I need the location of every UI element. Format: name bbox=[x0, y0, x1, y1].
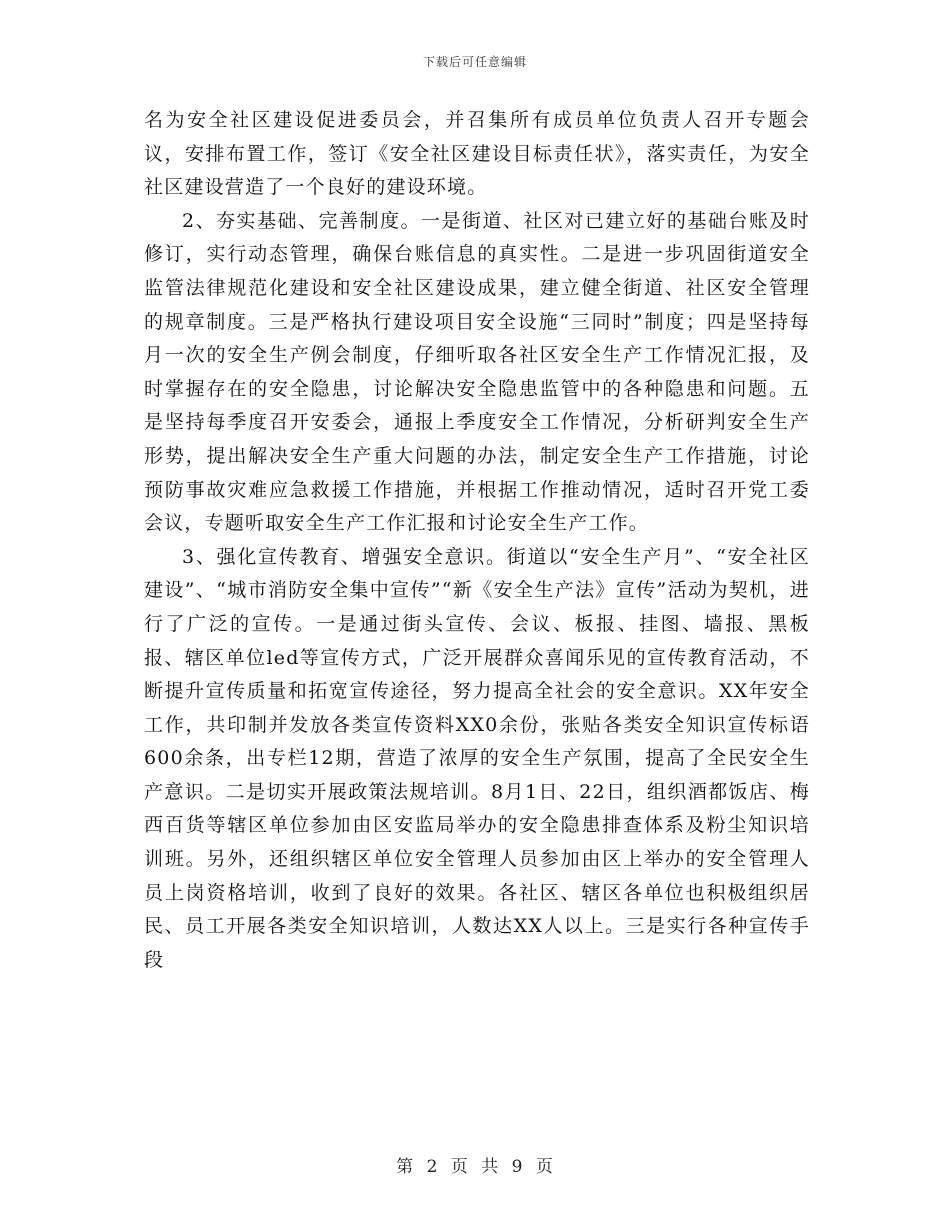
page-number-footer: 第 2 页 共 9 页 bbox=[396, 1157, 554, 1177]
page-header: 下载后可任意编辑 bbox=[422, 55, 527, 69]
document-body bbox=[144, 104, 810, 977]
paragraph-1: 名为安全社区建设促进委员会，并召集所有成员单位负责人召开专题会议，安排布置工作，签订《安全社区建设目标责任状》，落实责任，为安全社区建设营造了一个良好的建设环境。 bbox=[144, 109, 810, 199]
paragraph-3: 3、强化宣传教育、增强安全意识。街道以“安全生产月”、“安全社区建设”、“城市消防安全集中宣传”“新《安全生产法》宣传”活动为契机，进行了广泛的宣传。一是通过街头宣传、会议、板报、挂图、墙报、黑板报、辖区单位led等宣传方式，广泛开展群众喜闻乐见的宣传教育活动，不断提升宣传质量和拓宽宣传途径，努力提高全社会的安全意识。XX年安全工作，共印制并发放各类宣传资料XX0余份，张贴各类安全知识宣传标语600余条，出专栏12期，营造了浓厚的安全生产氛围，提高了全民安全生产意识。二是切实开展政策法规培训。8月1日、22日，组织酒都饭店、梅西百货等辖区单位参加由区安监局举办的安全隐患排查体系及粉尘知识培训班。另外，还组织辖区单位安全管理人员参加由区上举办的安全管理人员上岗资格培训，收到了良好的效果。各社区、辖区各单位也积极组织居民、员工开展各类安全知识培训，人数达XX人以上。三是实行各种宣传手段 bbox=[144, 545, 810, 971]
paragraph-2: 2、夯实基础、完善制度。一是街道、社区对已建立好的基础台账及时修订，实行动态管理，确保台账信息的真实性。二是进一步巩固街道安全监管法律规范化建设和安全社区建设成果，建立健全街道、社区安全管理的规章制度。三是严格执行建设项目安全设施“三同时”制度；四是坚持每月一次的安全生产例会制度，仔细听取各社区安全生产工作情况汇报，及时掌握存在的安全隐患，讨论解决安全隐患监管中的各种隐患和问题。五是坚持每季度召开安委会，通报上季度安全工作情况，分析研判安全生产形势，提出解决安全生产重大问题的办法，制定安全生产工作措施，讨论预防事故灾难应急救援工作措施，并根据工作推动情况，适时召开党工委会议，专题听取安全生产工作汇报和讨论安全生产工作。 bbox=[144, 209, 810, 535]
